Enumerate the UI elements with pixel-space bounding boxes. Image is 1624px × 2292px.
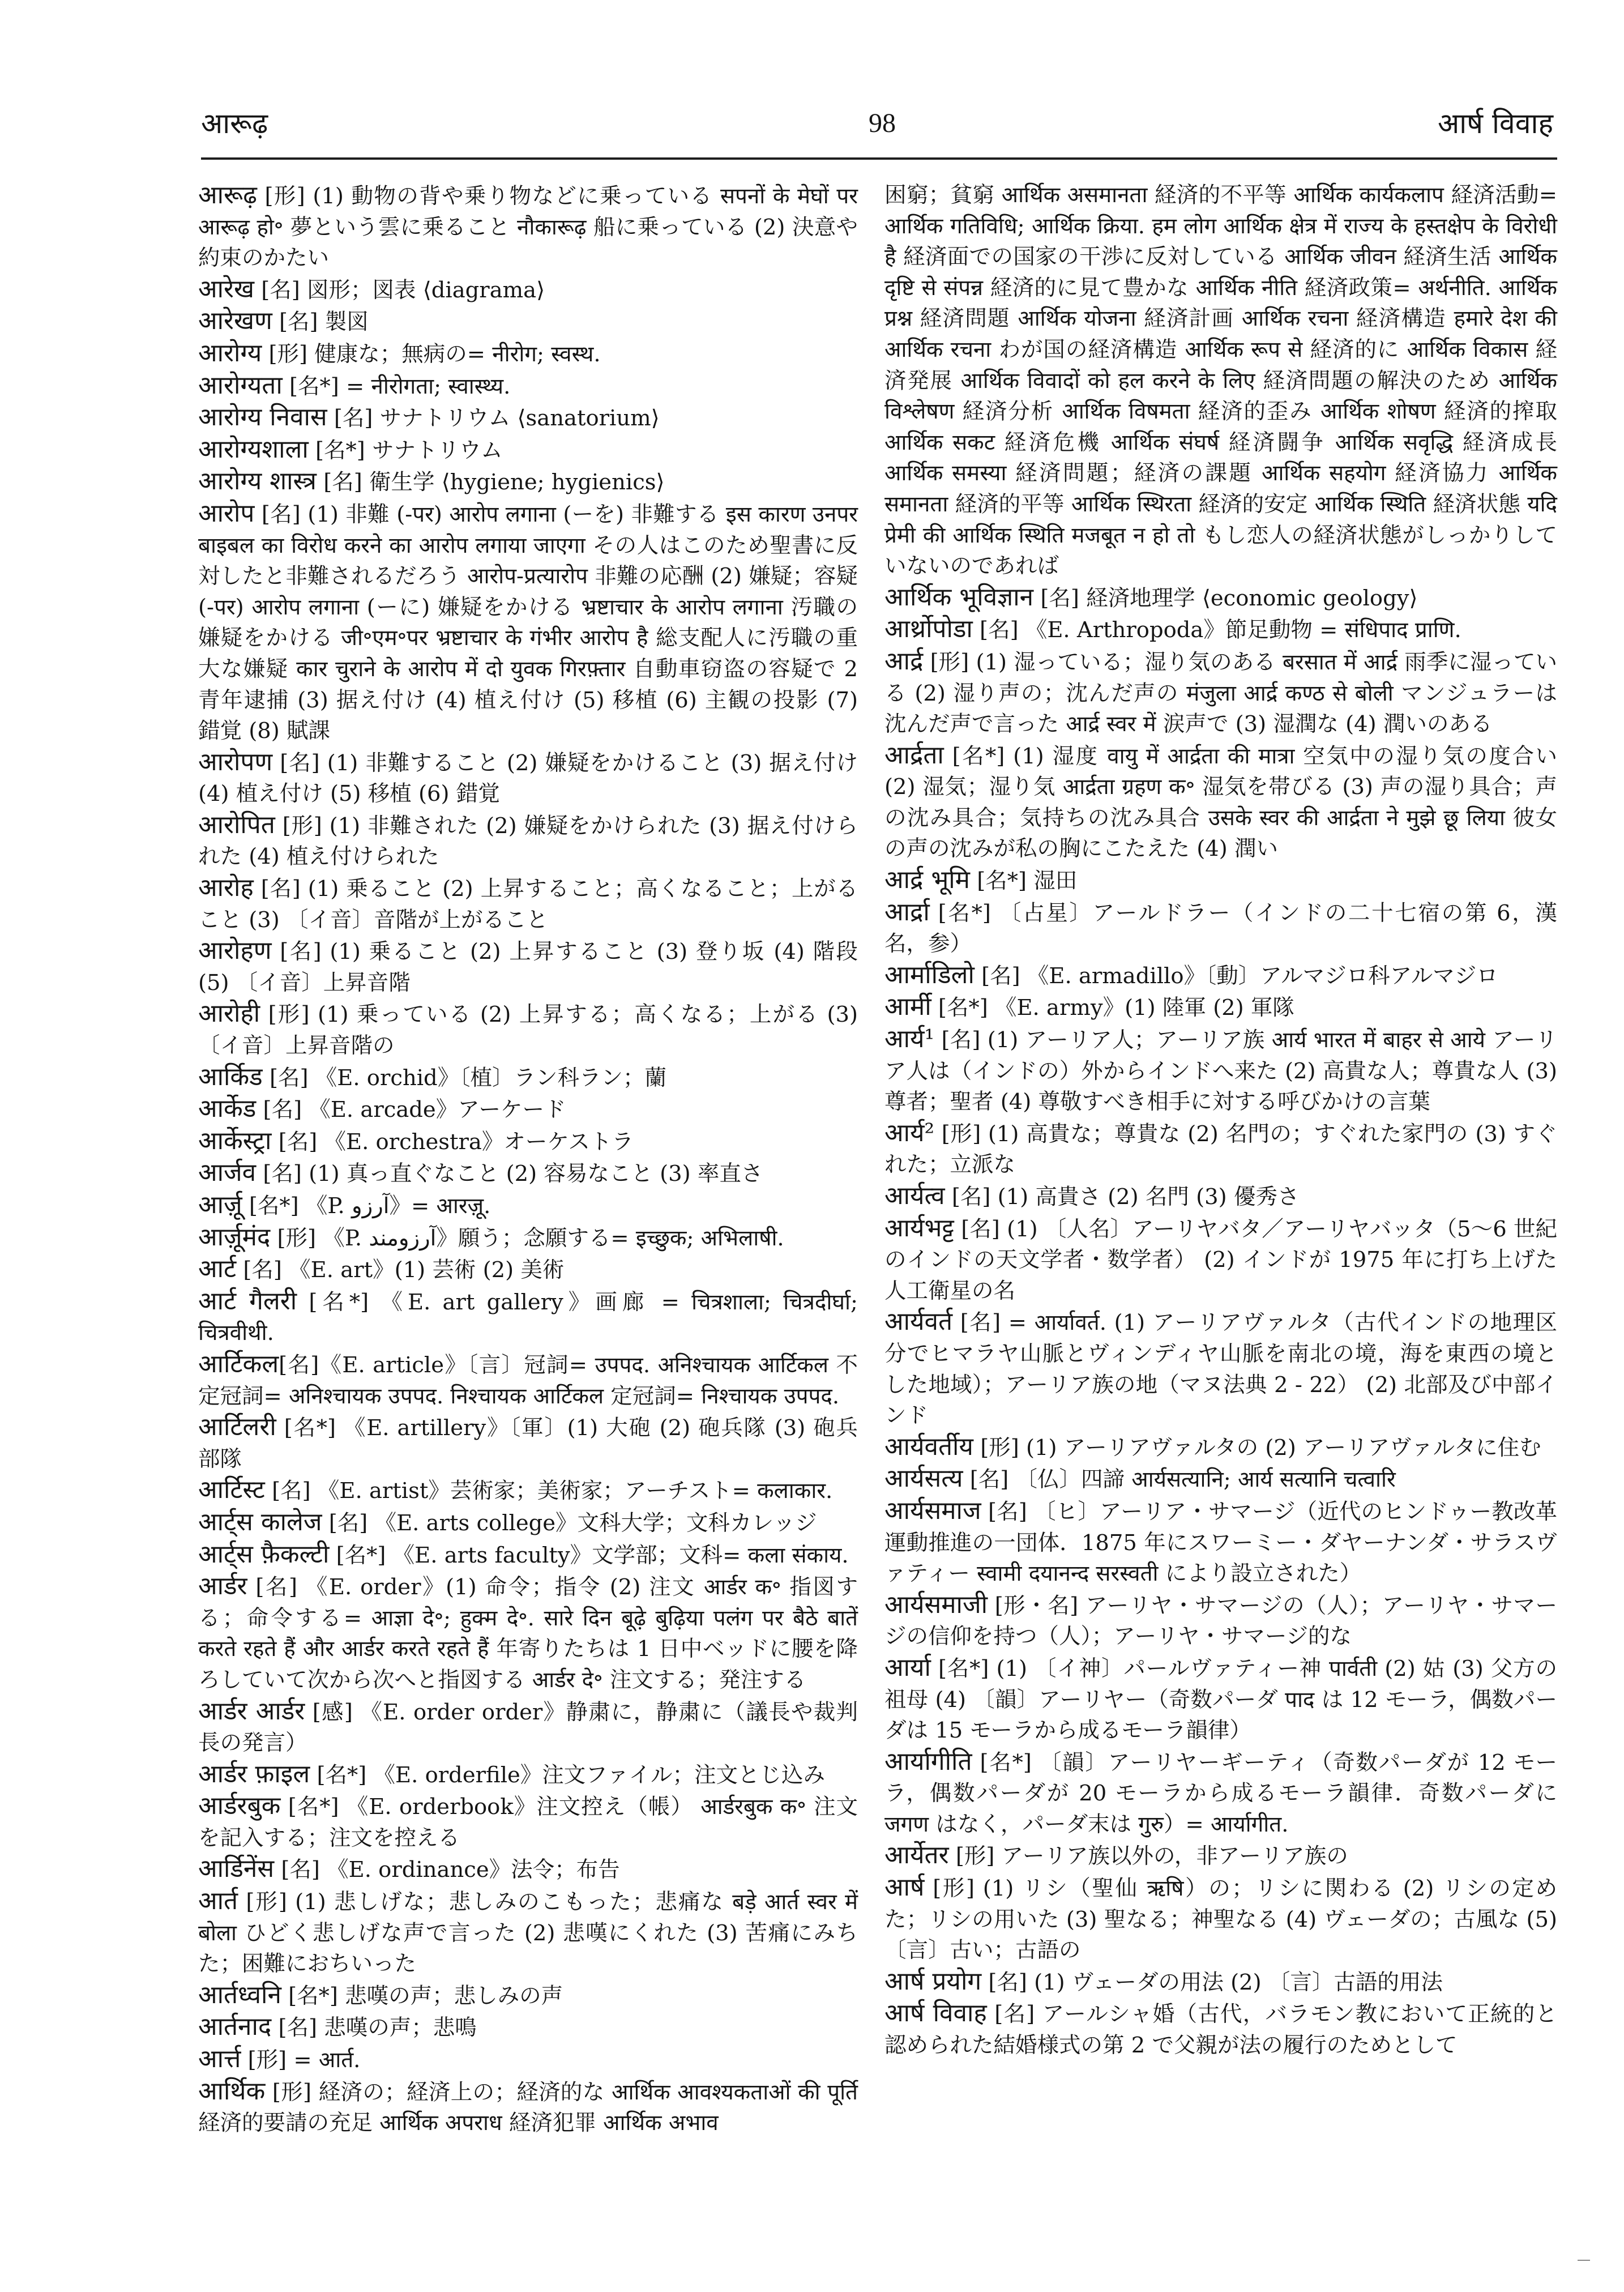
- dictionary-entry: [198, 1158, 858, 1190]
- dictionary-entry: [198, 1126, 858, 1158]
- entry-headword: आरोहण: [198, 936, 272, 966]
- entry-headword: आर्द्रता: [884, 740, 944, 770]
- entry-headword: आर्त: [198, 1886, 238, 1916]
- entry-body: [名] (1) 高貴さ (2) 名門 (3) 優秀さ: [945, 1184, 1300, 1210]
- entry-headword: आरोप: [198, 498, 255, 528]
- entry-body: [名] サナトリウム ⟨sanatorium⟩: [327, 406, 660, 432]
- dictionary-entry: [884, 1463, 1557, 1496]
- dictionary-entry: [884, 1590, 1557, 1653]
- dictionary-entry: [884, 1118, 1557, 1181]
- entry-body: [名*] 〔韻〕アーリヤーギーティ（奇数パーダが 12 モーラ，偶数パーダが 20 モーラから成るモーラ韻律．奇数パーダに जगण はなく，パーダ末は गुरु）= आर्यागीत.: [884, 1749, 1557, 1837]
- entry-body: [名] 《E. order》(1) 命令；指令 (2) 注文 आर्डर क॰ 指図する；命令する= आज्ञा दे॰; हुक्म दे॰. सारे दिन बूढ़े बुढ़िया पलंग पर बैठे बातें करते रहते हैं और आर्डर करते रहते हैं 年寄りたちは 1 日中ベッドに腰を降ろしていて次から次へと指図する आर्डर दे॰ 注文する；発注する: [198, 1574, 858, 1693]
- entry-headword: आरेखण: [198, 306, 272, 336]
- entry-headword: आर्यागीति: [884, 1747, 972, 1776]
- entry-headword: आर्थ्रोपोडा: [884, 614, 973, 644]
- dictionary-entry: [198, 1980, 858, 2012]
- entry-body: [形] 経済の；経済上の；経済的な आर्थिक आवश्यकताओं की पूर्ति 経済的要請の充足 आर्थिक अपराध 経済犯罪 आर्थिक अभाव: [198, 2079, 858, 2136]
- entry-headword: आरोग्य: [198, 338, 262, 368]
- dictionary-entry: [884, 992, 1557, 1024]
- entry-body: [形・名] アーリヤ・サマージの（人）；アーリヤ・サマージの信仰を持つ（人）；アーリヤ・サマージ的な: [884, 1593, 1557, 1650]
- entry-headword: आर्यसमाजी: [884, 1590, 988, 1619]
- entry-body: [形] (1) 湿っている；湿り気のある बरसात में आर्द्र 雨季に湿っている (2) 湿り声の；沈んだ声の मंजुला आर्द्र कण्ठ से बोली マンジュラーは沈んだ声で言った आर्द्र स्वर में 涙声で (3) 湿潤な (4) 潤いのある: [884, 649, 1557, 737]
- entry-headword: आरोग्य निवास: [198, 403, 327, 432]
- entry-headword: आर्यवर्त: [884, 1307, 953, 1337]
- entry-headword: आर्ज़ूमंद: [198, 1222, 271, 1252]
- entry-body: [名] 《E. arcade》アーケード: [256, 1097, 566, 1123]
- dictionary-entry: [198, 2076, 858, 2139]
- entry-body: [名*] (1) 〔イ神〕パールヴァティー神 पार्वती (2) 姑 (3) 父方の祖母 (4) 〔韻〕アーリヤー（奇数パーダ पाद は 12 モーラ，偶数パーダは 15 モーラから成るモーラ韻律）: [884, 1655, 1557, 1744]
- entry-headword: आर्टिलरी: [198, 1412, 276, 1442]
- dictionary-entry: [198, 498, 858, 747]
- dictionary-entry: [884, 1024, 1557, 1118]
- dictionary-entry: [198, 306, 858, 338]
- dictionary-entry: [198, 1094, 858, 1126]
- entry-body: [名*] (1) 湿度 वायु में आर्द्रता की मात्रा 空気中の湿り気の度合い (2) 湿気；湿り気 आर्द्रता ग्रहण क॰ 湿気を帯びる (3) 声の湿り具合；声の沈み具合；気持ちの沈み具合 उसके स्वर की आर्द्रता ने मुझे छू लिया 彼女の声の沈みが私の胸にこたえた (4) 潤い: [884, 743, 1557, 862]
- entry-body: [形] 《P. آرزومند》願う；念願する= इच्छुक; अभिलाषी.: [270, 1225, 784, 1251]
- entry-body: [名] (1) 非難すること (2) 嫌疑をかけること (3) 据え付け (4) 植え付け (5) 移植 (6) 錯覚: [198, 750, 858, 807]
- entry-body: [形] = आर्त.: [241, 2047, 361, 2073]
- entry-body: [形] 健康な；無病の= नीरोग; स्वस्थ.: [262, 341, 601, 367]
- page-edge-mark: [1578, 2260, 1590, 2261]
- entry-body: [名] 《E. art》(1) 芸術 (2) 美術: [236, 1257, 565, 1283]
- dictionary-entry: [884, 1432, 1557, 1464]
- entry-headword: आरोही: [198, 999, 260, 1028]
- entry-headword: आर्द्र: [884, 646, 924, 676]
- entry-body: [形] (1) 高貴な；尊貴な (2) 名門の；すぐれた家門の (3) すぐれた；立派な: [884, 1121, 1557, 1178]
- dictionary-entry: [884, 1213, 1557, 1307]
- dictionary-entry: [198, 1349, 858, 1412]
- entry-body: [名*] 《E. artillery》〔軍〕(1) 大砲 (2) 砲兵隊 (3) 砲兵部隊: [198, 1415, 858, 1472]
- dictionary-entry: [198, 274, 858, 306]
- entry-headword: आर्य¹: [884, 1025, 935, 1054]
- dictionary-entry: [884, 1181, 1557, 1213]
- entry-headword: आरोह: [198, 873, 254, 903]
- entry-body: [名*] 《E. orderbook》注文控え（帳） आर्डरबुक क॰ 注文を記入する；注文を控える: [198, 1794, 858, 1851]
- entry-headword: आर्ज़ू: [198, 1190, 242, 1219]
- entry-body: [形] (1) 乗っている (2) 上昇する；高くなる；上がる (3) 〔イ音〕上昇音階の: [198, 1002, 858, 1059]
- entry-headword: आर्थिक भूविज्ञान: [884, 582, 1034, 612]
- dictionary-entry: [198, 466, 858, 498]
- page-number: 98: [869, 108, 896, 138]
- entry-headword: आर्ट्स कालेज: [198, 1507, 322, 1536]
- dictionary-entry: [198, 1286, 858, 1349]
- entry-headword: आर्डर आर्डर: [198, 1696, 305, 1726]
- entry-body: [名] (1) ヴェーダの用法 (2) 〔言〕古語的用法: [981, 1969, 1443, 1995]
- dictionary-entry: [198, 810, 858, 873]
- dictionary-entry: [198, 2012, 858, 2044]
- entry-headword: आर्किड: [198, 1062, 263, 1091]
- entry-headword: आर्यवर्तीय: [884, 1432, 973, 1461]
- entry-body: [形] (1) 悲しげな；悲しみのこもった；悲痛な बड़े आर्त स्वर में बोला ひどく悲しげな声で言った (2) 悲嘆にくれた (3) 苦痛にみちた；困難におちいった: [198, 1889, 858, 1977]
- entry-body: [名] 《E. armadillo》〔動〕アルマジロ科アルマジロ: [974, 963, 1498, 989]
- dictionary-entry: [198, 1062, 858, 1094]
- entry-body: [名] (1) 乗ること (2) 上昇すること (3) 登り坂 (4) 階段 (5) 〔イ音〕上昇音階: [198, 939, 858, 996]
- entry-body: [名] 〔ヒ〕アーリア・サマージ（近代のヒンドゥー教改革運動推進の一団体．1875 年にスワーミー・ダヤーナンダ・サラスヴァティー स्वामी दयानन्द सरस्वती により設立された）: [884, 1499, 1557, 1587]
- dictionary-entry: [198, 1507, 858, 1539]
- entry-headword: आर्डिनेंस: [198, 1854, 275, 1884]
- dictionary-entry: [198, 873, 858, 936]
- entry-body: 困窮；貧窮 आर्थिक असमानता 経済的不平等 आर्थिक कार्यकलाप 経済活動= आर्थिक गतिविधि; आर्थिक क्रिया. हम लोग आर्थिक क्षेत्र में राज्य के हस्तक्षेप के विरोधी है 経済面での国家の干渉に反対している आर्थिक जीवन 経済生活 आर्थिक दृष्टि से संपन्न 経済的に見て豊かな आर्थिक नीति 経済政策= अर्थनीति. आर्थिक प्रश्न 経済問題 आर्थिक योजना 経済計画 आर्थिक रचना 経済構造 हमारे देश की आर्थिक रचना わが国の経済構造 आर्थिक रूप से 経済的に आर्थिक विकास 経済発展 आर्थिक विवादों को हल करने के लिए 経済問題の解決のため आर्थिक विश्लेषण 経済分析 आर्थिक विषमता 経済的歪み आर्थिक शोषण 経済的搾取 आर्थिक सकट 経済危機 आर्थिक संघर्ष 経済闘争 आर्थिक सवृद्धि 経済成長 आर्थिक समस्या 経済問題；経済の課題 आर्थिक सहयोग 経済協力 आर्थिक समानता 経済的平等 आर्थिक स्थिरता 経済的安定 आर्थिक स्थिति 経済状態 यदि प्रेमी की आर्थिक स्थिति मजबूत न हो तो もし恋人の経済状態がしっかりしていないのであれば: [884, 182, 1557, 579]
- dictionary-entry: [198, 1791, 858, 1854]
- entry-headword: आरूढ़: [198, 181, 257, 210]
- dictionary-entry: [198, 1222, 858, 1254]
- entry-headword: आर्द्रा: [884, 897, 930, 927]
- entry-headword: आर्मी: [884, 992, 931, 1022]
- dictionary-entry: [198, 936, 858, 998]
- entry-headword: आर्यसत्य: [884, 1464, 963, 1493]
- entry-body: [感] 《E. order order》静粛に，静粛に（議長や裁判長の発言）: [198, 1699, 858, 1756]
- entry-headword: आरोग्य शास्त्र: [198, 467, 317, 496]
- entry-body: [名] 悲嘆の声；悲鳴: [271, 2015, 477, 2041]
- left-column: [198, 180, 858, 2139]
- entry-headword: आर्केड: [198, 1094, 257, 1124]
- entry-body: [名] (1) 〔人名〕アーリヤバタ／アーリヤバッタ（5～6 世紀のインドの天文学者・数学者） (2) インドが 1975 年に打ち上げた人工衛星の名: [884, 1216, 1557, 1304]
- entry-body: [名] = आर्यावर्त. (1) アーリアヴァルタ（古代インドの地理区分でヒマラヤ山脈とヴィンディヤ山脈を南北の境，海を東西の境とした地域）；アーリア族の地（マヌ法典 2 - 22） (2) 北部及び中部インド: [884, 1310, 1557, 1429]
- entry-body: [名*] = नीरोगता; स्वास्थ्य.: [282, 373, 511, 399]
- entry-body: [名*] 湿田: [969, 868, 1078, 894]
- entry-body: [名] (1) 真っ直ぐなこと (2) 容易なこと (3) 率直さ: [256, 1161, 763, 1187]
- entry-headword: आरोग्यशाला: [198, 434, 309, 464]
- entry-body: [名] 衛生学 ⟨hygiene; hygienics⟩: [316, 470, 665, 496]
- entry-body: [名] (1) アーリア人；アーリア族 आर्य भारत में बाहर से आये アーリア人は（インドの）外からインドへ来た (2) 高貴な人；尊貴な人 (3) 尊者；聖者 (4) 尊敬すべき相手に対する呼びかけの言葉: [884, 1027, 1557, 1115]
- dictionary-entry: [884, 1966, 1557, 1999]
- dictionary-entry: [198, 1886, 858, 1980]
- entry-headword: आर्ष विवाह: [884, 1999, 987, 2028]
- entry-body: [名*] 《E. arts faculty》文学部；文科= कला संकाय.: [329, 1542, 849, 1568]
- dictionary-entry: [884, 865, 1557, 897]
- dictionary-entry: [198, 1475, 858, 1507]
- dictionary-entry: [198, 2044, 858, 2076]
- header-rule: [201, 157, 1557, 160]
- dictionary-entry: [884, 1840, 1557, 1872]
- entry-headword: आरोपण: [198, 747, 273, 776]
- entry-body: [名] (1) 非難 (-पर) आरोप लगाना (ーを) 非難する इस कारण उनपर बाइबल का विरोध करने का आरोप लगाया जाएगा その人はこのため聖書に反対したと非難されるだろう आरोप-प्रत्यारोप 非難の応酬 (2) 嫌疑；容疑 (-पर) आरोप लगाना (ーに) 嫌疑をかける भ्रष्टाचार के आरोप लगाना 汚職の嫌疑をかける जी॰एम॰पर भ्रष्टाचार के गंभीर आरोप है 総支配人に汚職の重大な嫌疑 कार चुराने के आरोप में दो युवक गिरफ़्तार 自動車窃盗の容疑で 2 青年逮捕 (3) 据え付け (4) 植え付け (5) 移植 (6) 主観の投影 (7) 錯覚 (8) 賦課: [198, 501, 858, 744]
- entry-body: [名] 経済地理学 ⟨economic geology⟩: [1033, 585, 1418, 611]
- dictionary-entry: [884, 740, 1557, 865]
- entry-body: [形] (1) 非難された (2) 嫌疑をかけられた (3) 据え付けられた (4) 植え付けられた: [198, 813, 858, 870]
- entry-body: [名] 《E. orchid》〔植〕ラン科ラン；蘭: [262, 1065, 666, 1091]
- entry-body: [名] 《E. ordinance》法令；布告: [274, 1857, 620, 1883]
- dictionary-entry: [198, 370, 858, 403]
- dictionary-entry: [884, 960, 1557, 992]
- dictionary-entry: [198, 1190, 858, 1222]
- dictionary-entry: [198, 747, 858, 810]
- entry-headword: आर्त्त: [198, 2045, 241, 2074]
- entry-headword: आरोग्यता: [198, 370, 283, 400]
- entry-headword: आर्केस्ट्रा: [198, 1126, 272, 1155]
- entry-headword: आर्य²: [884, 1118, 935, 1147]
- entry-body: [形] (1) 動物の背や乗り物などに乗っている सपनों के मेघों पर आरूढ़ हो॰ 夢という雲に乗ること नौकारूढ़ 船に乗っている (2) 決意や約束のかたい: [198, 183, 858, 271]
- entry-body: [名*] 《P. آرزو》= आरज़ू.: [242, 1193, 491, 1219]
- entry-headword: आर्द्र भूमि: [884, 865, 970, 895]
- entry-body: [名] 図形；図表 ⟨diagrama⟩: [254, 277, 545, 303]
- entry-headword: आर्जव: [198, 1158, 257, 1188]
- entry-body: [名*] 《E. art gallery》画廊 = चित्रशाला; चित्रदीर्घा; चित्रवीथी.: [198, 1289, 858, 1346]
- entry-headword: आर्या: [884, 1653, 931, 1682]
- entry-headword: आर्येतर: [884, 1841, 949, 1870]
- entry-headword: आर्माडिलो: [884, 960, 975, 989]
- entry-body: [名] (1) 乗ること (2) 上昇すること；高くなること；上がること (3) 〔イ音〕音階が上がること: [198, 876, 858, 933]
- dictionary-entry: [198, 180, 858, 274]
- entry-body: [名] 《E. artist》芸術家；美術家；アーチスト= कलाकार.: [264, 1478, 833, 1504]
- dictionary-entry: [198, 998, 858, 1061]
- dictionary-entry: [198, 434, 858, 467]
- entry-headword: आर्ष: [884, 1873, 925, 1902]
- entry-headword: आर्थिक: [198, 2076, 266, 2106]
- dictionary-entry: [884, 1307, 1557, 1431]
- dictionary-entry: [198, 1254, 858, 1286]
- dictionary-entry: [884, 1998, 1557, 2061]
- dictionary-entry: [198, 1854, 858, 1886]
- entry-body: [名*] 《E. army》(1) 陸軍 (2) 軍隊: [931, 995, 1294, 1021]
- dictionary-entry: [884, 1747, 1557, 1841]
- entry-headword: आर्ट गैलरी: [198, 1286, 297, 1316]
- entry-headword: आर्डरबुक: [198, 1791, 281, 1821]
- entry-body: [名] アールシャ婚（古代，バラモン教において正統的と認められた結婚様式の第 2 で父親が法の履行のためとして: [884, 2001, 1557, 2059]
- right-column: [884, 180, 1557, 2061]
- entry-headword: आर्यभट्ट: [884, 1213, 954, 1243]
- entry-headword: आर्तनाद: [198, 2012, 272, 2042]
- right-guide-word: आर्ष विवाह: [1438, 107, 1553, 140]
- entry-body: [名] 《E. orchestra》オーケストラ: [271, 1129, 634, 1155]
- entry-headword: आर्तध्वनि: [198, 1980, 281, 2009]
- entry-body: [名*] サナトリウム: [308, 437, 503, 463]
- entry-headword: आर्यत्व: [884, 1181, 945, 1210]
- dictionary-entry: [198, 1412, 858, 1475]
- dictionary-entry: [198, 1759, 858, 1791]
- entry-continuation: [884, 180, 1557, 582]
- entry-headword: आर्डर: [198, 1572, 247, 1601]
- dictionary-entry: [884, 614, 1557, 646]
- dictionary-entry: [884, 897, 1557, 960]
- dictionary-entry: [884, 582, 1557, 614]
- entry-body: [名*] 《E. orderfile》注文ファイル；注文とじ込み: [310, 1762, 826, 1788]
- dictionary-entry: [198, 1696, 858, 1759]
- dictionary-entry: [884, 1872, 1557, 1966]
- left-guide-word: आरूढ़: [201, 107, 268, 140]
- dictionary-entry: [198, 1539, 858, 1572]
- entry-headword: आरोपित: [198, 810, 275, 839]
- dictionary-entry: [198, 338, 858, 370]
- dictionary-entry: [884, 646, 1557, 740]
- dictionary-entry: [884, 1496, 1557, 1590]
- entry-body: [名] 《E. Arthropoda》節足動物 = संधिपाद प्राणि.: [972, 617, 1461, 643]
- entry-body: [名] 〔仏〕四諦 आर्यसत्यानि; आर्य सत्यानि चत्वारि: [963, 1467, 1396, 1493]
- entry-body: [形] (1) リシ（聖仙 ऋषि）の；リシに関わる (2) リシの定めた；リシの用いた (3) 聖なる；神聖なる (4) ヴェーダの；古風な (5) 〔言〕古い；古語の: [884, 1876, 1557, 1964]
- entry-body: [名]《E. article》〔言〕冠詞= उपपद. अनिश्चायक आर्टिकल 不定冠詞= अनिश्चायक उपपद. निश्चायक आर्टिकल 定冠詞= निश्चायक उपपद.: [198, 1352, 858, 1409]
- entry-body: [名] 製図: [272, 309, 369, 335]
- entry-body: [名*] 悲嘆の声；悲しみの声: [281, 1983, 563, 2009]
- entry-body: [名*] 〔占星〕アールドラー（インドの二十七宿の第 6，漢名，参）: [884, 900, 1557, 957]
- entry-body: [形] アーリア族以外の，非アーリア族の: [948, 1843, 1348, 1870]
- entry-headword: आर्यसमाज: [884, 1496, 981, 1525]
- entry-headword: आर्टिस्ट: [198, 1475, 265, 1505]
- entry-headword: आर्ट्स फ़ैकल्टी: [198, 1539, 330, 1569]
- entry-headword: आर्ष प्रयोग: [884, 1966, 982, 1996]
- dictionary-entry: [198, 1571, 858, 1696]
- dictionary-entry: [198, 402, 858, 434]
- entry-headword: आर्डर फ़ाइल: [198, 1759, 310, 1789]
- entry-headword: आर्टिकल: [198, 1349, 279, 1378]
- entry-body: [名] 《E. arts college》文科大学；文科カレッジ: [322, 1510, 817, 1536]
- entry-headword: आरेख: [198, 274, 254, 304]
- dictionary-entry: [884, 1653, 1557, 1747]
- entry-body: [形] (1) アーリアヴァルタの (2) アーリアヴァルタに住む: [973, 1435, 1541, 1461]
- entry-headword: आर्ट: [198, 1254, 237, 1284]
